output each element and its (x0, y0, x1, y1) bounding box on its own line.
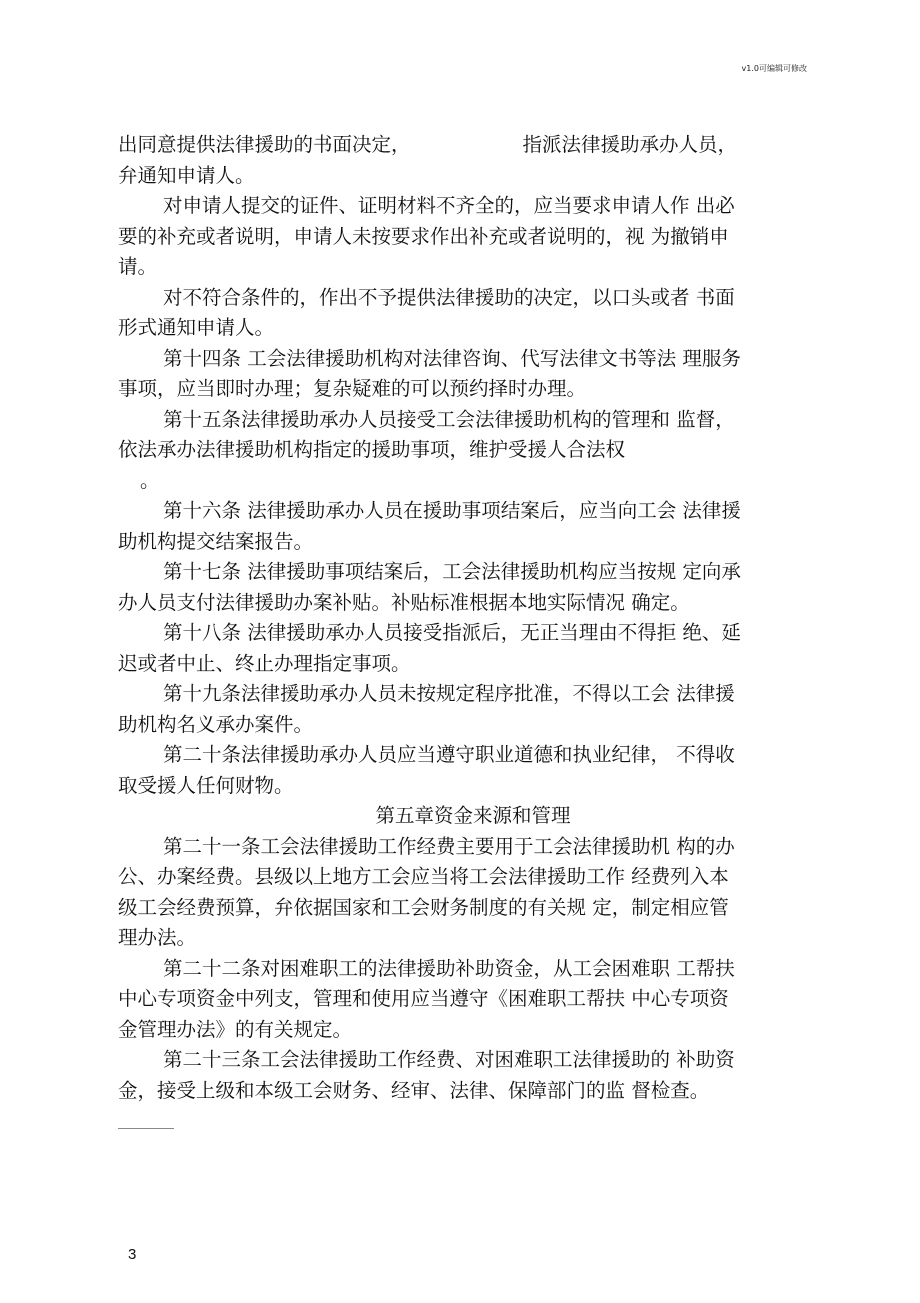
text-line: 中心专项资金中列支，管理和使用应当遵守《困难职工帮扶 中心专项资 (118, 987, 729, 1010)
text-line: 第十四条 工会法律援助机构对法律咨询、代写法律文书等法 理服务 (163, 346, 741, 370)
body-text (118, 130, 798, 1106)
text-line: 对不符合条件的，作出不予提供法律援助的决定，以口头或者 书面 (163, 285, 735, 309)
text-line: 级工会经费预算，弁依据国家和工会财务制度的有关规 定，制定相应管 (118, 895, 729, 919)
text-line: 弁通知申请人。 (118, 163, 255, 187)
text-segment: 出同意提供法律援助的书面决定， (118, 133, 411, 156)
text-line: 金，接受上级和本级工会财务、经审、法律、保障部门的监 督检查。 (118, 1078, 710, 1102)
text-line: 依法承办法律援助机构指定的援助事项，维护受援人合法权 (118, 438, 626, 461)
text-line: 金管理办法》的有关规定。 (118, 1017, 353, 1041)
text-line: 助机构名义承办案件。 (118, 712, 314, 736)
text-line: 办人员支付法律援助办案补贴。补贴标准根据本地实际情况 确定。 (118, 590, 690, 614)
text-line: 事项，应当即时办理；复杂疑难的可以预约择时办理。 (118, 377, 587, 400)
text-line: 对申请人提交的证件、证明材料不齐全的，应当要求申请人作 出必 (163, 194, 735, 217)
text-line: 公、办案经费。县级以上地方工会应当将工会法律援助工作 经费列入本 (118, 865, 729, 888)
text-line: 请。 (118, 255, 158, 278)
text-line: 形式通知申请人。 (118, 316, 275, 339)
text-line: 。 (140, 468, 160, 492)
text-line: 迟或者中止、终止办理指定事项。 (118, 651, 411, 675)
footnote-divider (118, 1128, 174, 1129)
page-number: 3 (128, 1246, 137, 1263)
text-line: 第二十条法律援助承办人员应当遵守职业道德和执业纪律， 不得收 (163, 743, 735, 766)
text-line: 要的补充或者说明，申请人未按要求作出补充或者说明的，视 为撤销申 (118, 224, 729, 248)
text-line (118, 130, 798, 161)
text-segment: 指派法律援助承办人员， (522, 133, 738, 156)
text-line: 第十七条 法律援助事项结案后，工会法律援助机构应当按规 定向承 (163, 560, 741, 583)
text-line: 第二十一条工会法律援助工作经费主要用于工会法律援助机 构的办 (163, 834, 735, 858)
text-line: 第二十二条对困难职工的法律援助补助资金，从工会困难职 工帮扶 (163, 956, 735, 980)
text-line: 第十五条法律援助承办人员接受工会法律援助机构的管理和 监督， (163, 407, 735, 431)
text-line: 第十九条法律援助承办人员未按规定程序批准，不得以工会 法律援 (163, 682, 735, 705)
text-line: 第十八条 法律援助承办人员接受指派后，无正当理由不得拒 绝、延 (163, 621, 741, 644)
text-line: 第二十三条工会法律援助工作经费、对困难职工法律援助的 补助资 (163, 1048, 735, 1071)
text-line: 助机构提交结案报告。 (118, 529, 314, 553)
text-line: 第十六条 法律援助承办人员在援助事项结案后，应当向工会 法律援 (163, 499, 741, 522)
text-line: 理办法。 (118, 926, 197, 949)
chapter-heading: 第五章资金来源和管理 (375, 804, 571, 827)
version-note: v1.0可编辑可修改 (741, 64, 807, 73)
text-line: 取受援人任何财物。 (118, 773, 294, 797)
